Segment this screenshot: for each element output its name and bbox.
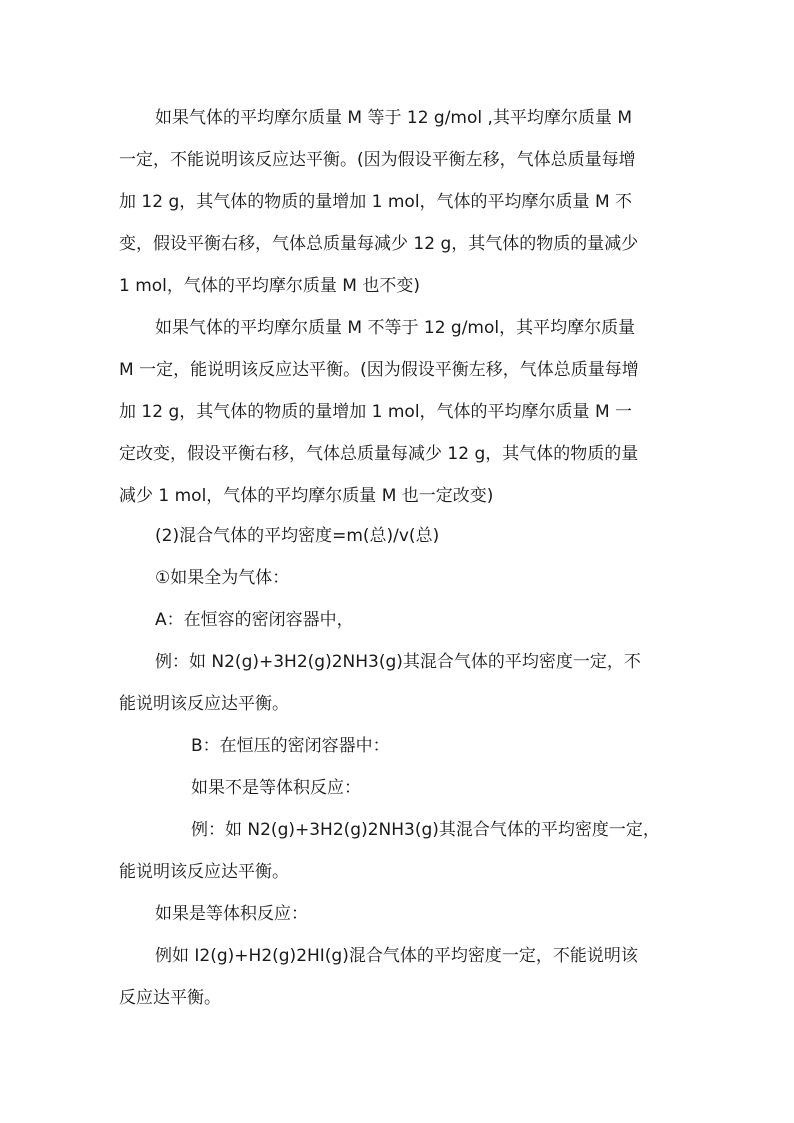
text-line: A：在恒容的密闭容器中， xyxy=(155,610,354,630)
text-line: 例：如 N2(g)+3H2(g)2NH3(g)其混合气体的平均密度一定， xyxy=(191,820,660,840)
text-line: 一定，不能说明该反应达平衡。(因为假设平衡左移，气体总质量每增 xyxy=(119,150,636,170)
text-line: 如果气体的平均摩尔质量 M 不等于 12 g/mol，其平均摩尔质量 xyxy=(155,318,636,338)
text-line: 能说明该反应达平衡。 xyxy=(119,694,289,714)
text-line: ①如果全为气体： xyxy=(155,568,290,588)
text-line: 如果气体的平均摩尔质量 M 等于 12 g/mol ,其平均摩尔质量 M xyxy=(155,108,632,128)
text-line: M 一定，能说明该反应达平衡。(因为假设平衡左移，气体总质量每增 xyxy=(119,360,639,380)
text-line: 加 12 g，其气体的物质的量增加 1 mol，气体的平均摩尔质量 M 一 xyxy=(119,402,633,422)
section-heading: (2)混合气体的平均密度=m(总)/v(总) xyxy=(155,526,440,546)
text-line: 减少 1 mol，气体的平均摩尔质量 M 也一定改变) xyxy=(119,486,494,506)
text-line: B：在恒压的密闭容器中： xyxy=(191,736,390,756)
text-line: 如果不是等体积反应： xyxy=(191,778,361,798)
text-line: 例如 I2(g)+H2(g)2HI(g)混合气体的平均密度一定，不能说明该 xyxy=(155,946,638,966)
text-line: 能说明该反应达平衡。 xyxy=(119,862,289,882)
text-line: 反应达平衡。 xyxy=(119,988,221,1008)
text-line: 定改变，假设平衡右移，气体总质量每减少 12 g，其气体的物质的量 xyxy=(119,444,639,464)
text-line: 1 mol，气体的平均摩尔质量 M 也不变) xyxy=(119,276,421,296)
text-line: 变，假设平衡右移，气体总质量每减少 12 g，其气体的物质的量减少 xyxy=(119,234,639,254)
text-line: 如果是等体积反应： xyxy=(155,904,308,924)
text-line: 例：如 N2(g)+3H2(g)2NH3(g)其混合气体的平均密度一定，不 xyxy=(155,652,641,672)
text-line: 加 12 g，其气体的物质的量增加 1 mol，气体的平均摩尔质量 M 不 xyxy=(119,192,633,212)
